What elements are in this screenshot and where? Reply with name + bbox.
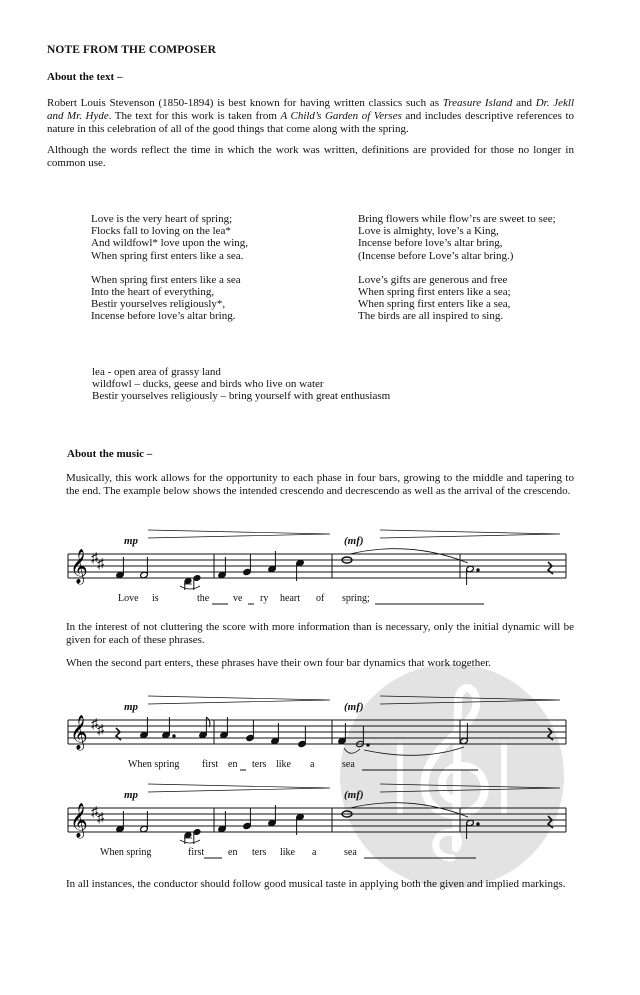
text-paragraph-1: Robert Louis Stevenson (1850-1894) is best known for having written classics such as Treasure Island and Dr. Jekll and Mr. Hyde. The text for this work is taken from A Child’s Garden of Verses and includes descriptive references to nature in this celebration of all of the good things that come along with the spring. <box>47 97 575 135</box>
poem-line: Incense before love’s altar bring, <box>358 237 503 250</box>
lyric: ry <box>260 593 269 604</box>
staff-lines <box>68 554 566 578</box>
lyric: first <box>202 759 219 770</box>
poem-line: The birds are all inspired to sing. <box>358 310 504 323</box>
key-signature-sharp-icon: ♯ <box>97 723 104 738</box>
music-section-heading: About the music – <box>67 448 153 460</box>
lyric: the <box>197 593 210 604</box>
lyric: en <box>228 759 238 770</box>
key-signature-sharp-icon: ♯ <box>97 557 104 572</box>
poem-line: Incense before love’s altar bring. <box>91 310 236 323</box>
poem-line: Love’s gifts are generous and free <box>358 273 508 286</box>
lyric: sea <box>342 759 355 770</box>
dynamic-mp: mp <box>124 535 139 547</box>
lyric: spring; <box>342 593 370 604</box>
lyric: ve <box>233 593 243 604</box>
key-signature-sharp-icon: ♯ <box>91 805 98 820</box>
poem-line: When spring first enters like a sea; <box>358 286 511 299</box>
text-paragraph-2: Although the words reflect the time in which the work was written, definitions are provided for those no longer in common use. <box>47 144 574 169</box>
lyric: a <box>312 847 317 858</box>
poem-line: When spring first enters like a sea <box>91 273 241 286</box>
poem-line: Love is almighty, love’s a King, <box>358 225 499 238</box>
poem-line: Bestir yourselves religiously*, <box>91 298 226 311</box>
lyric: en <box>228 847 238 858</box>
poem-line: Flocks fall to loving on the lea* <box>91 225 231 238</box>
glossary-item: lea - open area of grassy land <box>92 366 221 378</box>
lyric-extenders <box>210 602 490 606</box>
poem-line: When spring first enters like a sea, <box>358 298 511 311</box>
dynamic-mf: (mf) <box>344 701 364 713</box>
music-paragraph-2: In the interest of not cluttering the score with more information than is necessary, only the initial dynamic will be given for each of these phrases. <box>66 621 574 646</box>
lyric: ters <box>252 759 267 770</box>
lyric: When spring <box>100 847 152 858</box>
music-paragraph-3: When the second part enters, these phrases have their own four bar dynamics that work together. <box>66 657 491 669</box>
lyric: Love <box>118 593 139 604</box>
lyric-extenders <box>240 768 480 772</box>
poem-line: Into the heart of everything, <box>91 286 215 299</box>
key-signature-sharp-icon: ♯ <box>97 811 104 826</box>
music-paragraph-1: Musically, this work allows for the opportunity to each phase in four bars, growing to the middle and tapering to the end. The example below shows the intended crescendo and decrescendo as well as the arrival of the crescendo. <box>66 472 574 497</box>
lyric: heart <box>280 593 300 604</box>
music-paragraph-4: In all instances, the conductor should follow good musical taste in applying both the given and implied markings. <box>66 878 566 890</box>
poem-line: When spring first enters like a sea. <box>91 249 244 262</box>
poem-line: Love is the very heart of spring; <box>91 213 233 225</box>
lyric-extenders <box>204 856 484 860</box>
poem-line: And wildfowl* love upon the wing, <box>91 237 249 250</box>
lyric: ters <box>252 847 267 858</box>
lyric: When spring <box>128 759 180 770</box>
lyric: sea <box>344 847 357 858</box>
dynamic-mf: (mf) <box>344 535 364 547</box>
lyric: a <box>310 759 315 770</box>
poem-line: Bring flowers while flow’rs are sweet to see; <box>358 213 556 225</box>
key-signature-sharp-icon: ♯ <box>91 551 98 566</box>
dynamic-mp: mp <box>124 701 139 713</box>
treble-clef-icon: 𝄞 <box>70 803 88 838</box>
key-signature-sharp-icon: ♯ <box>91 717 98 732</box>
treble-clef-icon: 𝄞 <box>70 549 88 584</box>
dynamic-mf: (mf) <box>344 789 364 801</box>
notes <box>116 551 479 590</box>
poem-line: (Incense before Love’s altar bring.) <box>358 249 514 262</box>
lyric: like <box>276 759 291 770</box>
poem-right-column <box>358 213 556 323</box>
page-title: NOTE FROM THE COMPOSER <box>47 44 217 56</box>
glossary-item: Bestir yourselves religiously – bring yourself with great enthusiasm <box>92 390 391 403</box>
text-section-heading: About the text – <box>47 71 123 83</box>
treble-clef-icon: 𝄞 <box>70 715 88 750</box>
poem-left-column <box>91 213 248 323</box>
lyric: is <box>152 593 159 604</box>
lyric: of <box>316 593 325 604</box>
glossary-item: wildfowl – ducks, geese and birds who live on water <box>92 378 324 391</box>
glossary <box>92 366 390 403</box>
lyric: like <box>280 847 295 858</box>
lyric: first <box>188 847 205 858</box>
dynamic-mp: mp <box>124 789 139 801</box>
